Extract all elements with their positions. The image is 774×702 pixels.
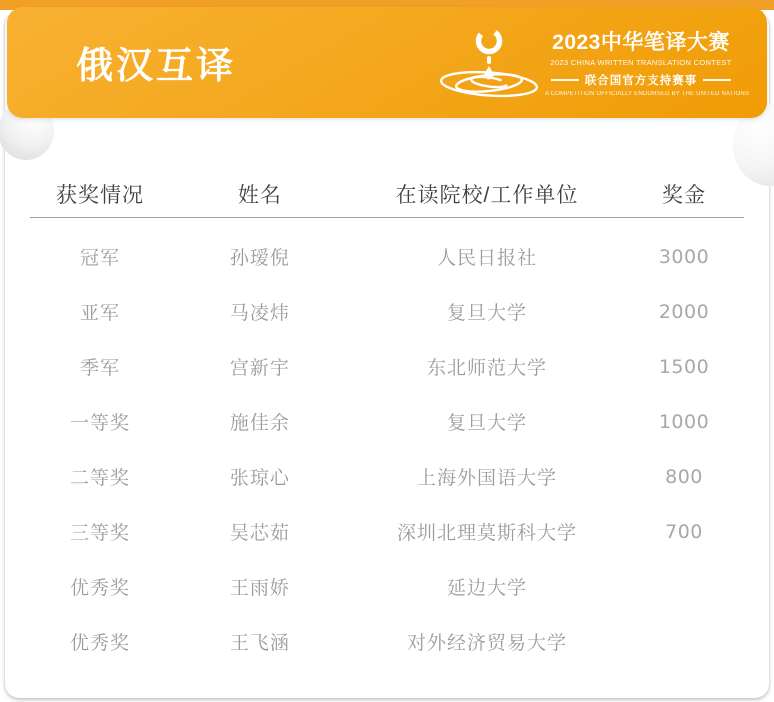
cell-award: 二等奖: [69, 468, 130, 489]
cell-affiliation: 复旦大学: [446, 303, 527, 324]
cell-affiliation: 人民日报社: [436, 248, 537, 269]
cell-name: 宫新宇: [229, 358, 290, 379]
cell-name: 张琼心: [229, 468, 290, 489]
cell-award: 三等奖: [69, 523, 130, 544]
table-row: [30, 614, 744, 669]
endorsement-en: A COMPETITION OFFICIALLY ENDORSED BY THE UNITED NATIONS: [545, 91, 750, 97]
table-row: [30, 339, 744, 394]
dash-right: [703, 79, 731, 81]
results-table: [30, 170, 744, 669]
cell-name: 施佳余: [229, 413, 290, 434]
cell-award: 优秀奖: [69, 578, 130, 599]
cell-award: 优秀奖: [69, 633, 130, 654]
cell-prize: 2000: [658, 300, 710, 323]
cell-award: 亚军: [79, 303, 120, 324]
cell-prize: 3000: [658, 245, 710, 268]
cell-award: 一等奖: [69, 413, 130, 434]
table-row: [30, 284, 744, 339]
contest-branding: [545, 31, 750, 97]
table-row: [30, 394, 744, 449]
header-prize: 奖金: [662, 183, 706, 207]
table-row: [30, 559, 744, 614]
category-title: 俄汉互译: [76, 45, 236, 86]
cell-affiliation: 复旦大学: [446, 413, 527, 434]
cell-affiliation: 对外经济贸易大学: [406, 633, 567, 654]
header-award: 获奖情况: [55, 183, 144, 207]
cell-affiliation: 东北师范大学: [426, 358, 547, 379]
cell-affiliation: 延边大学: [446, 578, 527, 599]
table-header-row: [30, 170, 744, 217]
cell-name: 孙瑷倪: [229, 248, 290, 269]
header-banner: [7, 7, 767, 118]
endorsement-row: [545, 72, 737, 88]
cell-name: 王飞涵: [229, 633, 290, 654]
table-row: [30, 449, 744, 504]
cell-affiliation: 上海外国语大学: [416, 468, 557, 489]
dash-left: [551, 79, 579, 81]
cell-name: 马凌炜: [229, 303, 290, 324]
cell-award: 冠军: [79, 248, 120, 269]
cell-affiliation: 深圳北理莫斯科大学: [396, 523, 577, 544]
cell-prize: 700: [665, 520, 703, 543]
cell-prize: 1000: [658, 410, 710, 433]
cell-name: 王雨娇: [229, 578, 290, 599]
table-row: [30, 229, 744, 284]
contest-title: 2023中华笔译大赛: [552, 31, 730, 54]
header-affiliation: 在读院校/工作单位: [395, 183, 579, 207]
header-name: 姓名: [237, 183, 282, 207]
cell-prize: 800: [665, 465, 703, 488]
cell-name: 吴芯茹: [229, 523, 290, 544]
contest-subtitle-en: 2023 CHINA WRITTEN TRANSLATION CONTEST: [550, 58, 732, 67]
table-body: [30, 218, 744, 669]
endorsement-cn: 联合国官方支持赛事: [584, 75, 698, 87]
cell-prize: 1500: [658, 355, 710, 378]
table-row: [30, 504, 744, 559]
water-drop-ripple-logo-icon: [437, 26, 541, 102]
cell-award: 季军: [79, 358, 120, 379]
